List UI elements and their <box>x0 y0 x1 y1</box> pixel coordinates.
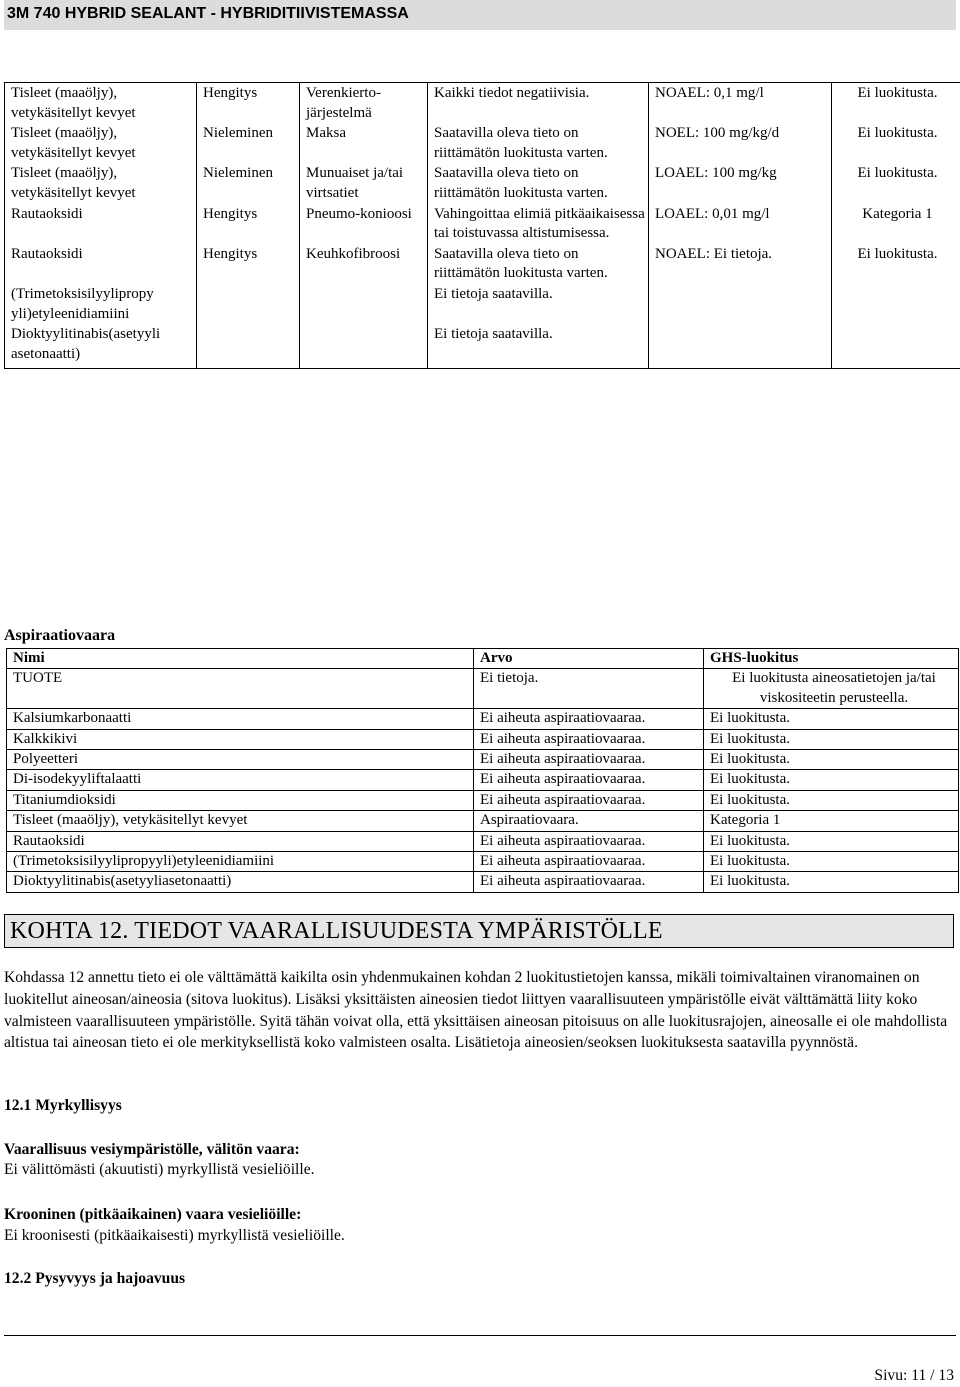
value-cell: Saatavilla oleva tieto on riittämätön luokitusta varten. <box>428 244 649 284</box>
ghs-cell: Ei luokitusta. <box>704 790 959 810</box>
dose-cell: NOEL: 100 mg/kg/d <box>649 123 832 163</box>
substance-cell: Tisleet (maaöljy), vetykäsitellyt kevyet <box>5 83 197 124</box>
substance-cell: (Trimetoksisilyylipropy yli)etyleenidiamiini <box>5 284 197 324</box>
value-cell: Ei aiheuta aspiraatiovaaraa. <box>474 852 704 872</box>
aspiration-table <box>6 648 959 893</box>
name-cell: Titaniumdioksidi <box>7 790 474 810</box>
classification-cell <box>832 284 960 324</box>
value-cell: Ei tietoja saatavilla. <box>428 324 649 369</box>
table-row <box>5 284 960 324</box>
value-cell: Ei aiheuta aspiraatiovaaraa. <box>474 872 704 892</box>
ghs-cell: Ei luokitusta. <box>704 770 959 790</box>
organ-cell: Pneumo-konioosi <box>300 204 428 244</box>
table-row <box>7 729 959 749</box>
name-cell: Kalsiumkarbonaatti <box>7 709 474 729</box>
value-cell: Ei aiheuta aspiraatiovaaraa. <box>474 750 704 770</box>
organ-cell: Verenkierto-järjestelmä <box>300 83 428 124</box>
chronic-hazard-text: Ei kroonisesti (pitkäaikaisesti) myrkyllistä vesieliöille. <box>4 1227 345 1244</box>
dose-cell: LOAEL: 0,01 mg/l <box>649 204 832 244</box>
footer-divider <box>4 1335 956 1336</box>
organ-cell: Maksa <box>300 123 428 163</box>
chronic-hazard-heading: Krooninen (pitkäaikainen) vaara vesieliöille: <box>4 1206 302 1223</box>
toxicity-table <box>4 82 960 369</box>
route-cell: Nieleminen <box>197 163 300 203</box>
table-row <box>7 669 959 709</box>
column-header: GHS-luokitus <box>704 649 959 669</box>
organ-cell: Munuaiset ja/tai virtsatiet <box>300 163 428 203</box>
route-cell: Hengitys <box>197 204 300 244</box>
section-12-intro: Kohdassa 12 annettu tieto ei ole välttämättä kaikilta osin yhdenmukainen kohdan 2 luokitustietojen kanssa, mikäli toimivaltainen viranomainen on luokitellut aineosan/aineosia (sitova luokitus). Lisäksi yksittäisten aineosien tiedot liittyen vaarallisuuteen ympäristölle eivät välttämättä liity koko valmisteen vaarallisuuteen ympäristölle. Syitä tähän voivat olla, että yksittäisen aineosan pitoisuus on alle luokitusrajojen, aineosalle ei ole mahdollista altistua tai aineosan tieto ei ole merkityksellistä koko valmisteen osalta. Lisätietoja aineosien/seoksen luokituksesta saatavilla pyynnöstä. <box>4 969 948 1052</box>
value-cell: Ei aiheuta aspiraatiovaaraa. <box>474 770 704 790</box>
table-row <box>7 709 959 729</box>
value-cell: Saatavilla oleva tieto on riittämätön luokitusta varten. <box>428 123 649 163</box>
route-cell: Nieleminen <box>197 123 300 163</box>
route-cell: Hengitys <box>197 244 300 284</box>
acute-hazard-heading: Vaarallisuus vesiympäristölle, välitön vaara: <box>4 1141 300 1158</box>
substance-cell: Dioktyylitinabis(asetyyli asetonaatti) <box>5 324 197 369</box>
classification-cell: Kategoria 1 <box>832 204 960 244</box>
dose-cell <box>649 324 832 369</box>
name-cell: Polyeetteri <box>7 750 474 770</box>
value-cell: Ei aiheuta aspiraatiovaaraa. <box>474 709 704 729</box>
subsection-12-1-title: 12.1 Myrkyllisyys <box>4 1097 122 1114</box>
aspiration-header-row <box>7 649 959 669</box>
ghs-cell: Kategoria 1 <box>704 811 959 831</box>
name-cell: Dioktyylitinabis(asetyyliasetonaatti) <box>7 872 474 892</box>
ghs-cell: Ei luokitusta. <box>704 852 959 872</box>
dose-cell <box>649 284 832 324</box>
table-row <box>7 811 959 831</box>
name-cell: TUOTE <box>7 669 474 709</box>
table-row <box>5 163 960 203</box>
name-cell: Rautaoksidi <box>7 831 474 851</box>
organ-cell <box>300 284 428 324</box>
subsection-12-2-title: 12.2 Pysyvyys ja hajoavuus <box>4 1270 186 1287</box>
value-cell: Ei tietoja saatavilla. <box>428 284 649 324</box>
table-row <box>5 204 960 244</box>
value-cell: Ei tietoja. <box>474 669 704 709</box>
table-row <box>7 852 959 872</box>
organ-cell: Keuhkofibroosi <box>300 244 428 284</box>
document-title: 3M 740 HYBRID SEALANT - HYBRIDITIIVISTEMASSA <box>7 5 409 22</box>
ghs-cell: Ei luokitusta. <box>704 729 959 749</box>
table-row <box>7 770 959 790</box>
column-header: Arvo <box>474 649 704 669</box>
value-cell: Vahingoittaa elimiä pitkäaikaisessa tai toistuvassa altistumisessa. <box>428 204 649 244</box>
substance-cell: Tisleet (maaöljy), vetykäsitellyt kevyet <box>5 123 197 163</box>
section-12-title: KOHTA 12. TIEDOT VAARALLISUUDESTA YMPÄRISTÖLLE <box>4 914 954 948</box>
substance-cell: Rautaoksidi <box>5 204 197 244</box>
substance-cell: Tisleet (maaöljy), vetykäsitellyt kevyet <box>5 163 197 203</box>
value-cell: Ei aiheuta aspiraatiovaaraa. <box>474 831 704 851</box>
value-cell: Aspiraatiovaara. <box>474 811 704 831</box>
dose-cell: NOAEL: 0,1 mg/l <box>649 83 832 124</box>
organ-cell <box>300 324 428 369</box>
table-row <box>7 831 959 851</box>
value-cell: Ei aiheuta aspiraatiovaaraa. <box>474 790 704 810</box>
value-cell: Ei aiheuta aspiraatiovaaraa. <box>474 729 704 749</box>
table-row <box>5 324 960 369</box>
table-row <box>5 83 960 124</box>
classification-cell <box>832 324 960 369</box>
table-row <box>7 872 959 892</box>
classification-cell: Ei luokitusta. <box>832 244 960 284</box>
acute-hazard-text: Ei välittömästi (akuutisti) myrkyllistä vesieliöille. <box>4 1161 315 1178</box>
name-cell: Di-isodekyyliftalaatti <box>7 770 474 790</box>
dose-cell: LOAEL: 100 mg/kg <box>649 163 832 203</box>
table-row <box>7 750 959 770</box>
name-cell: Tisleet (maaöljy), vetykäsitellyt kevyet <box>7 811 474 831</box>
table-row <box>5 123 960 163</box>
aspiration-heading: Aspiraatiovaara <box>4 627 116 644</box>
value-cell: Saatavilla oleva tieto on riittämätön luokitusta varten. <box>428 163 649 203</box>
ghs-cell: Ei luokitusta. <box>704 750 959 770</box>
ghs-cell: Ei luokitusta. <box>704 709 959 729</box>
ghs-cell: Ei luokitusta. <box>704 872 959 892</box>
classification-cell: Ei luokitusta. <box>832 83 960 124</box>
dose-cell: NOAEL: Ei tietoja. <box>649 244 832 284</box>
ghs-cell: Ei luokitusta. <box>704 831 959 851</box>
table-row <box>7 790 959 810</box>
substance-cell: Rautaoksidi <box>5 244 197 284</box>
value-cell: Kaikki tiedot negatiivisia. <box>428 83 649 124</box>
name-cell: (Trimetoksisilyylipropyyli)etyleenidiamiini <box>7 852 474 872</box>
page-number: Sivu: 11 / 13 <box>874 1367 954 1384</box>
route-cell <box>197 324 300 369</box>
classification-cell: Ei luokitusta. <box>832 123 960 163</box>
classification-cell: Ei luokitusta. <box>832 163 960 203</box>
table-row <box>5 244 960 284</box>
ghs-cell: Ei luokitusta aineosatietojen ja/tai viskositeetin perusteella. <box>704 669 959 709</box>
route-cell <box>197 284 300 324</box>
name-cell: Kalkkikivi <box>7 729 474 749</box>
route-cell: Hengitys <box>197 83 300 124</box>
column-header: Nimi <box>7 649 474 669</box>
